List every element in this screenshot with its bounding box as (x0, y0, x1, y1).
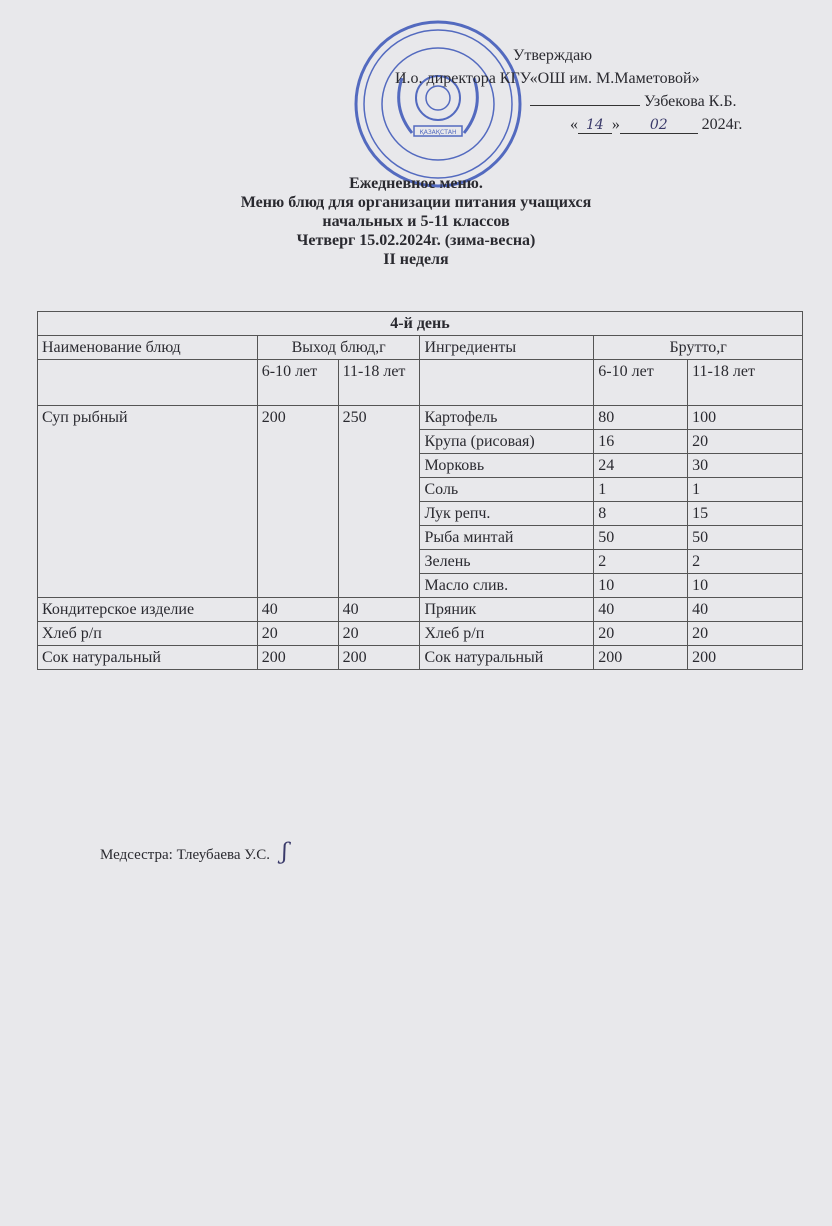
output-a: 20 (257, 622, 338, 646)
header-gross: Брутто,г (594, 336, 803, 360)
gross-a: 2 (594, 550, 688, 574)
approval-signer: Узбекова К.Б. (644, 93, 737, 110)
signature (530, 91, 640, 106)
gross-b: 15 (688, 502, 803, 526)
day-title: 4-й день (38, 312, 803, 336)
gross-a: 50 (594, 526, 688, 550)
approval-day: 14 (578, 117, 612, 134)
heading-line: II неделя (383, 251, 449, 268)
gross-b: 40 (688, 598, 803, 622)
gross-b: 20 (688, 430, 803, 454)
empty-cell (420, 360, 594, 406)
ingredient-name: Масло слив. (420, 574, 594, 598)
approval-month: 02 (620, 117, 698, 134)
dish-name: Кондитерское изделие (38, 598, 258, 622)
heading-line: Меню блюд для организации питания учащихся (240, 194, 592, 211)
sub-gross-b: 11-18 лет (688, 360, 803, 406)
gross-a: 24 (594, 454, 688, 478)
ingredient-name: Зелень (420, 550, 594, 574)
header-output: Выход блюд,г (257, 336, 420, 360)
sub-output-b: 11-18 лет (338, 360, 420, 406)
gross-a: 16 (594, 430, 688, 454)
dish-name: Суп рыбный (38, 406, 258, 598)
gross-b: 30 (688, 454, 803, 478)
sub-gross-a: 6-10 лет (594, 360, 688, 406)
date-quote: « (570, 116, 578, 133)
output-a: 40 (257, 598, 338, 622)
gross-b: 2 (688, 550, 803, 574)
ingredient-name: Морковь (420, 454, 594, 478)
gross-b: 20 (688, 622, 803, 646)
gross-b: 200 (688, 646, 803, 670)
approval-block (395, 44, 742, 137)
ingredient-name: Лук репч. (420, 502, 594, 526)
approval-year: 2024г. (701, 116, 743, 133)
svg-text:ҚАЗАҚСТАН: ҚАЗАҚСТАН (419, 129, 457, 136)
menu-table (37, 311, 803, 670)
table-row (38, 622, 803, 646)
document-heading (0, 174, 832, 269)
heading-line: Четверг 15.02.2024г. (зима-весна) (296, 232, 536, 249)
output-b: 20 (338, 622, 420, 646)
gross-b: 100 (688, 406, 803, 430)
gross-b: 50 (688, 526, 803, 550)
table-row (38, 406, 803, 430)
output-b: 250 (338, 406, 420, 598)
gross-a: 40 (594, 598, 688, 622)
dish-name: Сок натуральный (38, 646, 258, 670)
header-dish: Наименование блюд (38, 336, 258, 360)
nurse-label: Медсестра: Тлеубаева У.С. (100, 847, 270, 863)
ingredient-name: Крупа (рисовая) (420, 430, 594, 454)
gross-b: 10 (688, 574, 803, 598)
output-b: 40 (338, 598, 420, 622)
ingredient-name: Картофель (420, 406, 594, 430)
nurse-signature: ʃ (281, 840, 288, 865)
header-ingredients: Ингредиенты (420, 336, 594, 360)
gross-b: 1 (688, 478, 803, 502)
empty-cell (38, 360, 258, 406)
output-a: 200 (257, 646, 338, 670)
table-row (38, 598, 803, 622)
heading-line: начальных и 5-11 классов (322, 213, 510, 230)
gross-a: 80 (594, 406, 688, 430)
gross-a: 200 (594, 646, 688, 670)
ingredient-name: Соль (420, 478, 594, 502)
ingredient-name: Пряник (420, 598, 594, 622)
gross-a: 8 (594, 502, 688, 526)
ingredient-name: Сок натуральный (420, 646, 594, 670)
output-b: 200 (338, 646, 420, 670)
ingredient-name: Рыба минтай (420, 526, 594, 550)
output-a: 200 (257, 406, 338, 598)
gross-a: 10 (594, 574, 688, 598)
sub-output-a: 6-10 лет (257, 360, 338, 406)
table-row (38, 646, 803, 670)
dish-name: Хлеб р/п (38, 622, 258, 646)
ingredient-name: Хлеб р/п (420, 622, 594, 646)
gross-a: 1 (594, 478, 688, 502)
heading-line: Ежедневное меню. (349, 175, 483, 192)
approval-position: И.о. директора КГУ«ОШ им. М.Маметовой» (395, 70, 700, 87)
gross-a: 20 (594, 622, 688, 646)
approval-title: Утверждаю (513, 47, 593, 64)
nurse-signature-line (100, 840, 288, 865)
date-quote: » (611, 116, 620, 133)
